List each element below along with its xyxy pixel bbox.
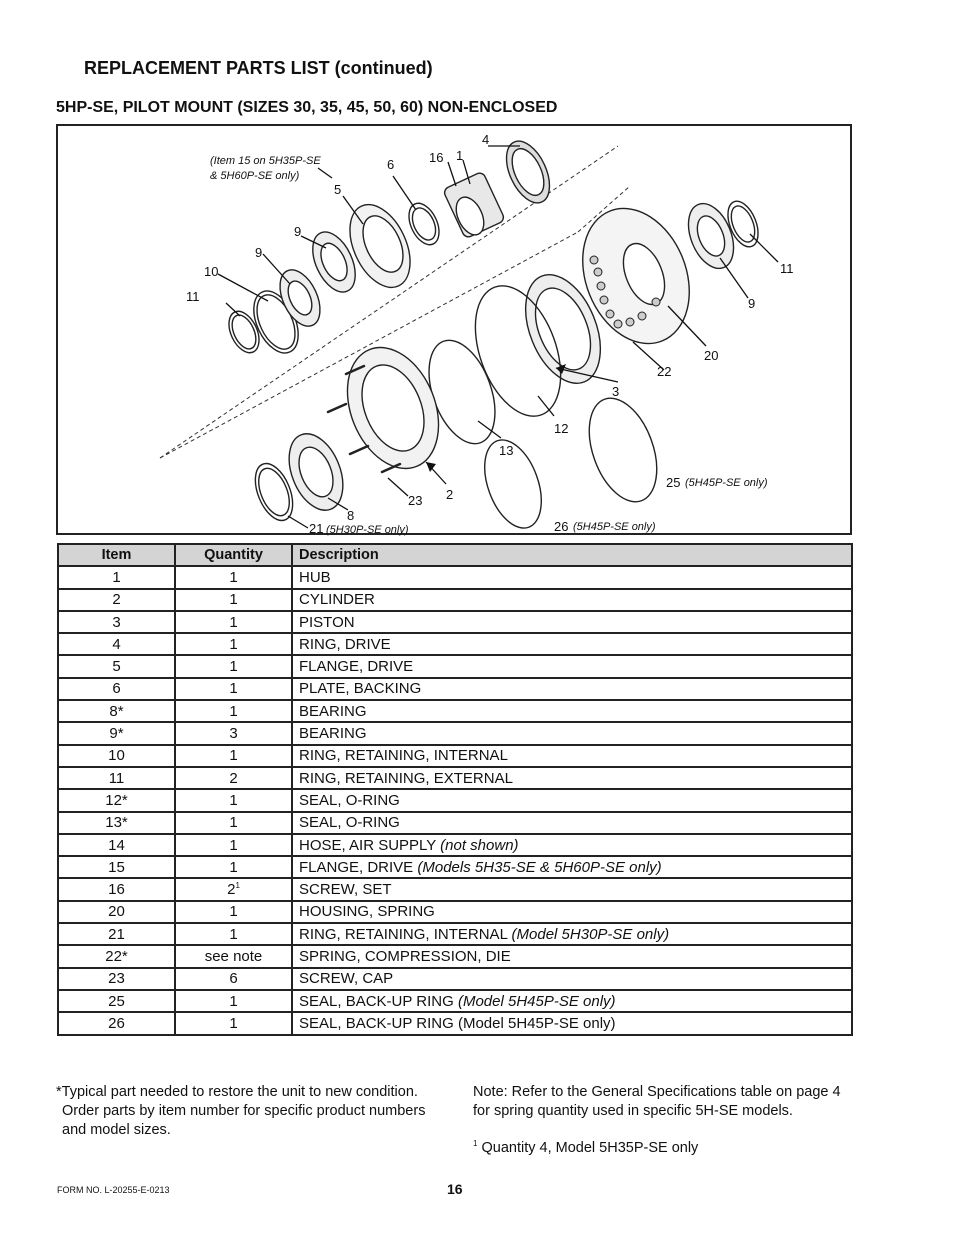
section-heading: 5HP-SE, PILOT MOUNT (SIZES 30, 35, 45, 50, 60) NON-ENCLOSED	[56, 99, 558, 116]
quantity-cell	[175, 923, 292, 945]
description-cell	[292, 722, 852, 744]
callout-25: 25	[666, 475, 681, 490]
note-line2: for spring quantity used in specific 5H-SE models.	[473, 1103, 793, 1119]
description-note: (Model 5H30P-SE only)	[511, 925, 670, 943]
description-note: (Model 5H45P-SE only)	[457, 1014, 616, 1032]
quantity-cell	[175, 655, 292, 677]
typical-footnote-line3: and model sizes.	[62, 1122, 171, 1138]
callout-13: 13	[499, 443, 514, 458]
description-text: HOSE, AIR SUPPLY	[299, 836, 436, 854]
table-row	[58, 968, 852, 990]
form-number: FORM NO. L-20255-E-0213	[57, 1185, 170, 1195]
quantity-footnote	[473, 1139, 698, 1156]
header-description: Description	[292, 544, 852, 566]
parts-table-body	[58, 566, 852, 1034]
item-cell: 8*	[58, 700, 175, 722]
quantity-footnote-text: Quantity 4, Model 5H35P-SE only	[481, 1139, 699, 1156]
quantity-value: 1	[229, 591, 238, 609]
description-text: FLANGE, DRIVE	[299, 658, 414, 676]
description-cell	[292, 901, 852, 923]
typical-part-footnote	[56, 1083, 446, 1140]
callout-22: 22	[657, 364, 672, 379]
callout-25-note: (5H45P-SE only)	[685, 477, 768, 489]
item-cell: 5	[58, 655, 175, 677]
description-cell	[292, 945, 852, 967]
description-text: HUB	[299, 568, 331, 586]
bearing-8	[279, 426, 353, 518]
description-text: RING, DRIVE	[299, 635, 391, 653]
callout-8: 8	[347, 508, 355, 523]
table-row	[58, 566, 852, 588]
table-row	[58, 901, 852, 923]
item-cell: 11	[58, 767, 175, 789]
quantity-value: 6	[229, 970, 238, 988]
quantity-value: 1	[229, 992, 238, 1010]
quantity-cell	[175, 1012, 292, 1034]
table-row	[58, 923, 852, 945]
item-cell: 25	[58, 990, 175, 1012]
description-text: RING, RETAINING, INTERNAL	[299, 925, 508, 943]
retaining-ring-external-left	[223, 307, 265, 358]
table-row	[58, 655, 852, 677]
parts-table	[57, 543, 853, 1036]
table-row	[58, 767, 852, 789]
description-note: (Models 5H35-SE & 5H60P-SE only)	[417, 858, 662, 876]
quantity-value: 1	[229, 925, 238, 943]
table-row	[58, 834, 852, 856]
backing-plate	[403, 199, 445, 250]
quantity-cell	[175, 589, 292, 611]
table-header-row	[58, 544, 852, 566]
table-row	[58, 611, 852, 633]
quantity-value: 1	[229, 814, 238, 832]
description-cell	[292, 633, 852, 655]
quantity-cell	[175, 745, 292, 767]
quantity-value: 1	[229, 858, 238, 876]
quantity-value: 1	[229, 1014, 238, 1032]
typical-footnote-line2: Order parts by item number for specific product numbers	[62, 1103, 426, 1119]
callout-16: 16	[429, 150, 444, 165]
table-row	[58, 990, 852, 1012]
quantity-value: 1	[229, 658, 238, 676]
callout-26-note: (5H45P-SE only)	[573, 521, 656, 533]
callout-21: 21	[309, 521, 324, 536]
callout-23: 23	[408, 493, 423, 508]
item-cell: 16	[58, 878, 175, 900]
table-row	[58, 700, 852, 722]
callout-6: 6	[387, 157, 395, 172]
quantity-value: 1	[229, 680, 238, 698]
table-row	[58, 856, 852, 878]
description-cell	[292, 678, 852, 700]
quantity-value: 1	[229, 903, 238, 921]
item-cell: 4	[58, 633, 175, 655]
callout-1: 1	[456, 148, 464, 163]
backup-ring-25	[576, 389, 669, 511]
description-cell	[292, 923, 852, 945]
quantity-value: 1	[229, 747, 238, 765]
description-text: SPRING, COMPRESSION, DIE	[299, 947, 511, 965]
description-cell	[292, 789, 852, 811]
callout-5: 5	[334, 182, 342, 197]
quantity-cell	[175, 566, 292, 588]
callout-3: 3	[612, 384, 620, 399]
callout-9-left: 9	[255, 245, 263, 260]
quantity-cell	[175, 633, 292, 655]
quantity-cell	[175, 678, 292, 700]
table-row	[58, 945, 852, 967]
description-text: SCREW, CAP	[299, 970, 394, 988]
item-cell: 15	[58, 856, 175, 878]
description-text: RING, RETAINING, INTERNAL	[299, 747, 508, 765]
exploded-view-drawing	[58, 126, 854, 537]
description-text: RING, RETAINING, EXTERNAL	[299, 769, 513, 787]
item-cell: 6	[58, 678, 175, 700]
item15-note-line1: (Item 15 on 5H35P-SE	[210, 155, 321, 167]
quantity-cell	[175, 901, 292, 923]
quantity-value: 1	[229, 836, 238, 854]
callout-11-right: 11	[780, 261, 794, 276]
item15-note-line2: & 5H60P-SE only)	[210, 170, 300, 182]
description-cell	[292, 1012, 852, 1034]
quantity-value: 1	[229, 702, 238, 720]
description-cell	[292, 566, 852, 588]
description-note: (Model 5H45P-SE only)	[457, 992, 616, 1010]
item-cell: 20	[58, 901, 175, 923]
quantity-value: 1	[229, 613, 238, 631]
callout-21-note: (5H30P-SE only)	[326, 524, 409, 536]
item-cell: 3	[58, 611, 175, 633]
table-row	[58, 812, 852, 834]
quantity-cell	[175, 722, 292, 744]
description-text: BEARING	[299, 702, 367, 720]
quantity-value: 2	[229, 769, 238, 787]
description-cell	[292, 700, 852, 722]
table-row	[58, 678, 852, 700]
callout-4: 4	[482, 132, 490, 147]
item-cell: 9*	[58, 722, 175, 744]
description-cell	[292, 589, 852, 611]
quantity-value: 3	[229, 725, 238, 743]
header-item: Item	[58, 544, 175, 566]
description-cell	[292, 655, 852, 677]
table-row	[58, 745, 852, 767]
quantity-value: 2	[227, 881, 236, 899]
callout-2: 2	[446, 487, 454, 502]
table-row	[58, 633, 852, 655]
description-note: (not shown)	[440, 836, 519, 854]
quantity-cell	[175, 767, 292, 789]
item-cell: 13*	[58, 812, 175, 834]
quantity-cell	[175, 856, 292, 878]
callout-10: 10	[204, 264, 219, 279]
callout-26: 26	[554, 519, 569, 534]
description-cell	[292, 745, 852, 767]
arrowheads	[426, 364, 569, 472]
item-cell: 22*	[58, 945, 175, 967]
quantity-superscript: 1	[235, 881, 240, 891]
typical-footnote-line1: *Typical part needed to restore the unit to new condition.	[56, 1084, 418, 1100]
quantity-value: 1	[229, 791, 238, 809]
item-cell: 12*	[58, 789, 175, 811]
callout-20: 20	[704, 348, 719, 363]
description-cell	[292, 834, 852, 856]
description-cell	[292, 856, 852, 878]
quantity-cell	[175, 789, 292, 811]
callout-12: 12	[554, 421, 569, 436]
exploded-parts-diagram	[56, 124, 852, 535]
description-text: CYLINDER	[299, 591, 375, 609]
description-text: SEAL, O-RING	[299, 791, 400, 809]
page-heading: REPLACEMENT PARTS LIST (continued)	[84, 58, 433, 78]
table-row	[58, 1012, 852, 1034]
table-row	[58, 878, 852, 900]
quantity-value: 1	[229, 568, 238, 586]
description-cell	[292, 611, 852, 633]
header-quantity: Quantity	[175, 544, 292, 566]
callout-9-right: 9	[748, 296, 756, 311]
table-row	[58, 722, 852, 744]
description-text: SCREW, SET	[299, 881, 392, 899]
description-text: SEAL, BACK-UP RING	[299, 1014, 454, 1032]
quantity-value: see note	[204, 947, 263, 965]
spring-quantity-note	[473, 1083, 863, 1121]
description-cell	[292, 968, 852, 990]
quantity-cell	[175, 812, 292, 834]
quantity-cell	[175, 700, 292, 722]
callout-9-middle: 9	[294, 224, 302, 239]
item-cell: 21	[58, 923, 175, 945]
description-cell	[292, 767, 852, 789]
quantity-cell	[175, 878, 292, 900]
page-number: 16	[447, 1181, 463, 1197]
quantity-cell	[175, 945, 292, 967]
item-cell: 26	[58, 1012, 175, 1034]
quantity-cell	[175, 611, 292, 633]
description-text: SEAL, BACK-UP RING	[299, 992, 454, 1010]
description-text: PLATE, BACKING	[299, 680, 422, 698]
footnote-marker: 1	[473, 1139, 478, 1148]
cylinder	[330, 334, 455, 482]
item-cell: 10	[58, 745, 175, 767]
item-cell: 14	[58, 834, 175, 856]
item-cell: 2	[58, 589, 175, 611]
quantity-value: 1	[229, 635, 238, 653]
description-text: PISTON	[299, 613, 355, 631]
description-cell	[292, 990, 852, 1012]
note-line1: Note: Refer to the General Specifications table on page 4	[473, 1084, 841, 1100]
item-cell: 23	[58, 968, 175, 990]
description-text: HOUSING, SPRING	[299, 903, 435, 921]
table-row	[58, 789, 852, 811]
description-cell	[292, 812, 852, 834]
description-text: BEARING	[299, 725, 367, 743]
description-text: SEAL, O-RING	[299, 814, 400, 832]
description-cell	[292, 878, 852, 900]
quantity-cell	[175, 990, 292, 1012]
quantity-cell	[175, 834, 292, 856]
quantity-cell	[175, 968, 292, 990]
description-text: FLANGE, DRIVE	[299, 858, 414, 876]
table-row	[58, 589, 852, 611]
item-cell: 1	[58, 566, 175, 588]
callout-11-left: 11	[186, 289, 200, 304]
